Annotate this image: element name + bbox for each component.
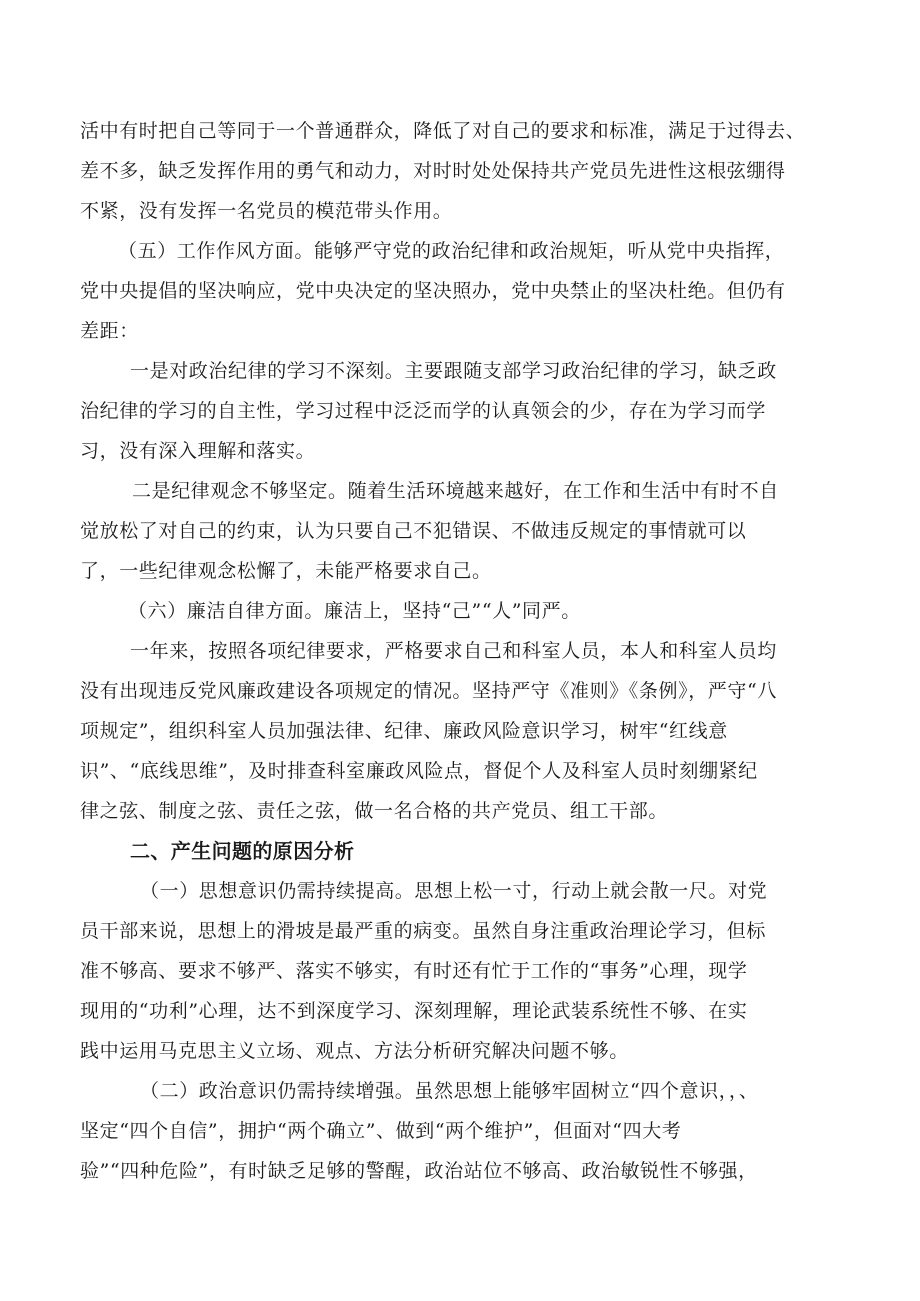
- text-line: 识”、“底线思维”，及时排查科室廉政风险点，督促个人及科室人员时刻绷紧纪: [80, 760, 758, 782]
- text-line: 觉放松了对自己的约束，认为只要自己不犯错误、不做违反规定的事情就可以: [80, 520, 747, 542]
- text-line: 习，没有深入理解和落实。: [80, 440, 316, 462]
- text-line: 项规定”，组织科室人员加强法律、纪律、廉政风险意识学习，树牢“红线意: [80, 720, 728, 742]
- text-line: 准不够高、要求不够严、落实不够实，有时还有忙于工作的“事务”心理，现学: [80, 960, 748, 982]
- text-line: 一是对政治纪律的学习不深刻。主要跟随支部学习政治纪律的学习，缺乏政: [130, 360, 777, 382]
- text-line: 验”“四种危险”，有时缺乏足够的警醒，政治站位不够高、政治敏锐性不够强，: [80, 1160, 758, 1182]
- text-line: 活中有时把自己等同于一个普通群众，降低了对自己的要求和标准，满足于过得去、: [80, 120, 806, 142]
- text-line: 一年来，按照各项纪律要求，严格要求自己和科室人员，本人和科室人员均: [130, 640, 777, 662]
- text-line: 践中运用马克思主义立场、观点、方法分析研究解决问题不够。: [80, 1040, 629, 1062]
- text-line: 坚定“四个自信”，拥护“两个确立”、做到“两个维护”，但面对“四大考: [80, 1120, 682, 1142]
- text-line: （二）政治意识仍需持续增强。虽然思想上能够牢固树立“四个意识，，、: [140, 1080, 759, 1102]
- text-line: （五）工作作风方面。能够严守党的政治纪律和政治规矩，听从党中央指挥，: [118, 240, 785, 262]
- text-line: 现用的“功利”心理，达不到深度学习、深刻理解，理论武装系统性不够、在实: [80, 1000, 748, 1022]
- text-line: 了，一些纪律观念松懈了，未能严格要求自己。: [80, 560, 492, 582]
- text-line: （六）廉洁自律方面。廉洁上，坚持“己”“人”同严。: [128, 600, 581, 622]
- text-line: 员干部来说，思想上的滑坡是最严重的病变。虽然自身注重政治理论学习，但标: [80, 920, 767, 942]
- text-line: 不紧，没有发挥一名党员的模范带头作用。: [80, 200, 453, 222]
- text-line: 差距：: [80, 320, 139, 342]
- text-line: 党中央提倡的坚决响应，党中央决定的坚决照办，党中央禁止的坚决杜绝。但仍有: [80, 280, 786, 302]
- text-line: 没有出现违反党风廉政建设各项规定的情况。坚持严守《准则》《条例》，严守“八: [80, 680, 777, 702]
- text-line: 治纪律的学习的自主性，学习过程中泛泛而学的认真领会的少，存在为学习而学: [80, 400, 767, 422]
- section-heading: 二、产生问题的原因分析: [130, 839, 355, 863]
- text-line: 差不多，缺乏发挥作用的勇气和动力，对时时处处保持共产党员先进性这根弦绷得: [80, 160, 786, 182]
- text-line: 二是纪律观念不够坚定。随着生活环境越来越好，在工作和生活中有时不自: [132, 480, 779, 502]
- text-line: （一）思想意识仍需持续提高。思想上松一寸，行动上就会散一尺。对党: [140, 880, 768, 902]
- text-line: 律之弦、制度之弦、责任之弦，做一名合格的共产党员、组工干部。: [80, 800, 669, 822]
